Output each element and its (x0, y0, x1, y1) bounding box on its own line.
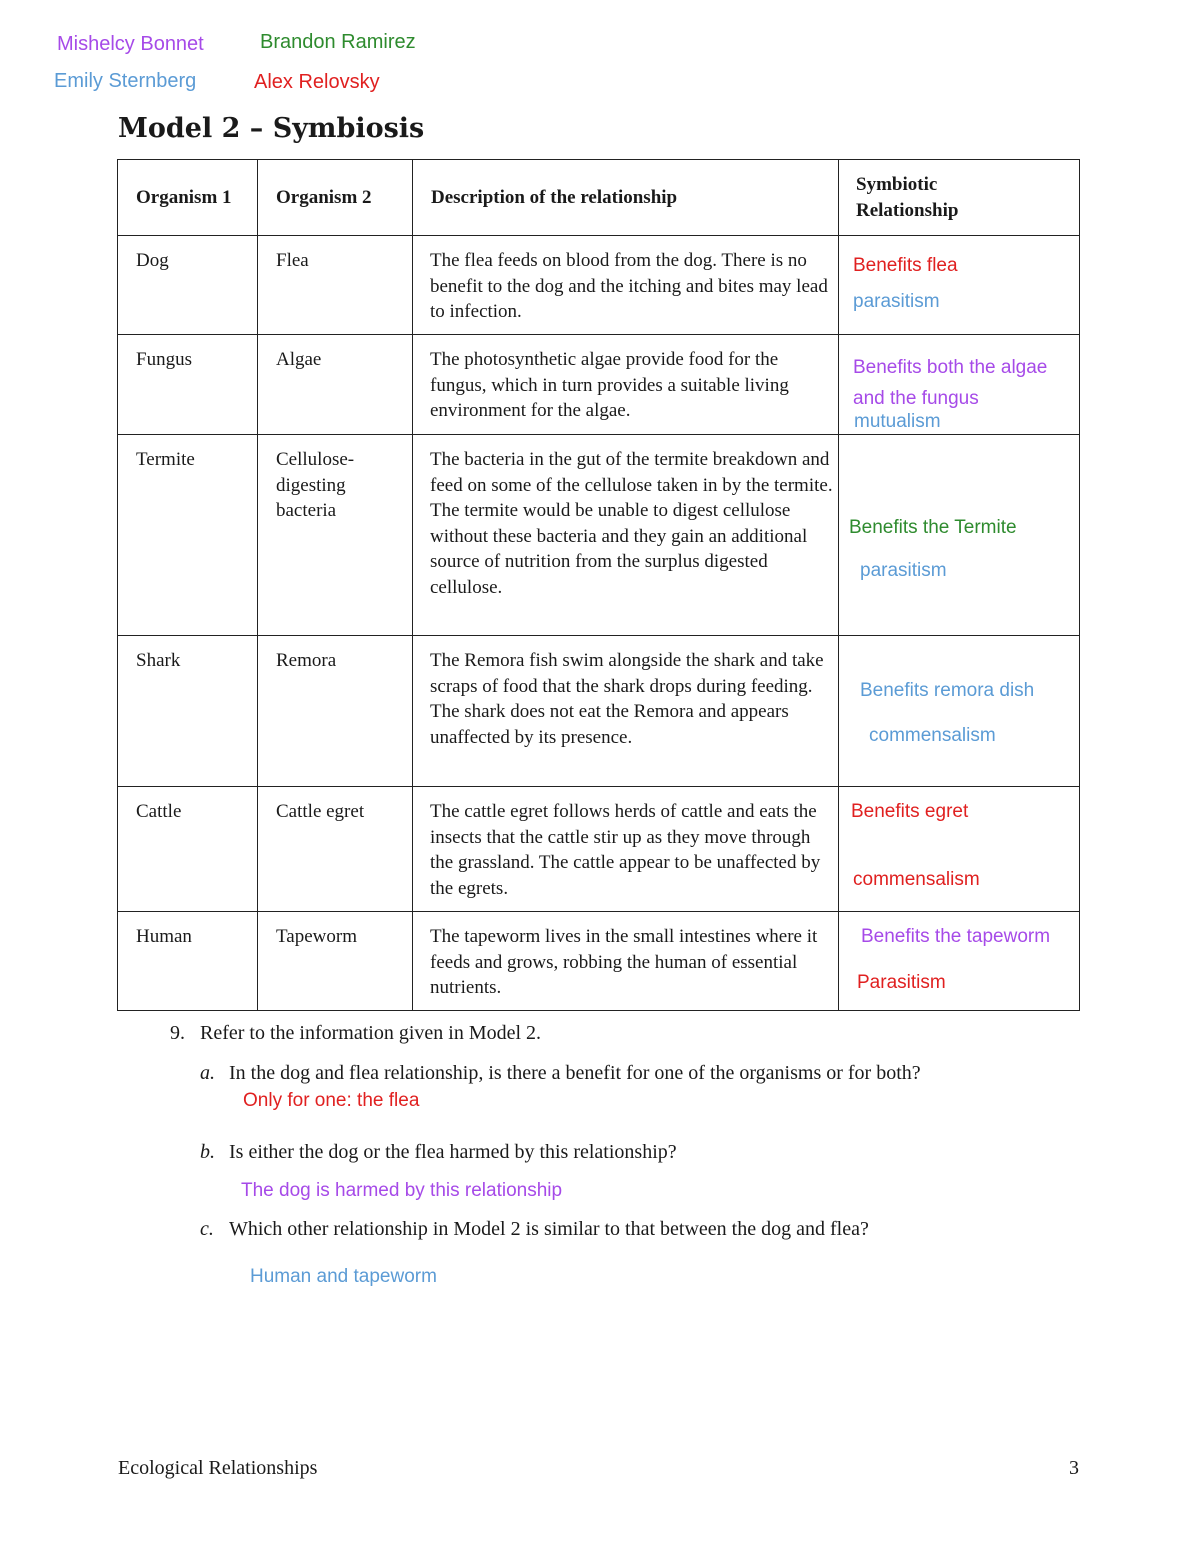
row-organism-2: Algae (276, 349, 322, 370)
answer-relationship-type: Parasitism (857, 972, 946, 993)
answer-benefit-line-2: and the fungus (853, 388, 979, 409)
row-description: The Remora fish swim alongside the shark and take scraps of food that the shark drops during feeding. The shark does not eat the Remora and appears unaffected by its presence. (430, 650, 824, 748)
answer-relationship-type: parasitism (860, 560, 947, 581)
answer-benefit: Benefits the Termite (849, 517, 1017, 538)
row-organism-1: Human (136, 926, 192, 947)
row-organism-2: Cattle egret (276, 801, 365, 822)
table-row (118, 636, 1080, 787)
table-row (118, 335, 1080, 435)
row-organism-1: Termite (136, 449, 195, 470)
question-a-text: In the dog and flea relationship, is there a benefit for one of the organisms or for both? (229, 1062, 921, 1084)
footer-title: Ecological Relationships (118, 1457, 318, 1479)
table-row (118, 435, 1080, 636)
page-title: Model 2 – Symbiosis (118, 113, 425, 144)
table-row (118, 912, 1080, 1011)
answer-benefit: Benefits flea (853, 255, 958, 276)
symbiosis-table (117, 159, 1080, 1011)
question-c-answer: Human and tapeworm (250, 1266, 437, 1287)
row-organism-1: Cattle (136, 801, 182, 822)
header-symbiotic-relationship: Symbiotic Relationship (839, 160, 1080, 236)
author-emily-sternberg: Emily Sternberg (54, 70, 197, 92)
author-alex-relovsky: Alex Relovsky (254, 71, 380, 93)
author-brandon-ramirez: Brandon Ramirez (260, 31, 416, 53)
row-description: The flea feeds on blood from the dog. There is no benefit to the dog and the itching and bites may lead to infection. (430, 250, 828, 322)
row-description: The tapeworm lives in the small intestines where it feeds and grows, robbing the human of essential nutrients. (430, 926, 818, 998)
answer-relationship-type: parasitism (853, 291, 940, 312)
question-c-label: c. (200, 1218, 214, 1240)
header-organism-2: Organism 2 (258, 160, 413, 236)
answer-benefit-line-1: Benefits both the algae (853, 357, 1048, 378)
page-number: 3 (1069, 1457, 1079, 1479)
row-description: The bacteria in the gut of the termite breakdown and feed on some of the cellulose taken in by the termite. The termite would be unable to digest cellulose without these bacteria and they gain an additional source of nutrition from the surplus digested cellulose. (430, 449, 833, 598)
header-organism-1: Organism 1 (118, 160, 258, 236)
author-mishelcy-bonnet: Mishelcy Bonnet (57, 33, 204, 55)
row-description: The photosynthetic algae provide food for the fungus, which in turn provides a suitable living environment for the algae. (430, 349, 789, 421)
row-organism-2: Flea (276, 250, 309, 271)
question-a-label: a. (200, 1062, 215, 1084)
answer-benefit: Benefits the tapeworm (861, 926, 1051, 947)
answer-relationship-type: commensalism (853, 869, 980, 890)
table-row (118, 236, 1080, 335)
row-organism-2: Remora (276, 650, 337, 671)
answer-benefit: Benefits egret (851, 801, 969, 822)
answer-benefit: Benefits remora dish (860, 680, 1035, 701)
question-c-text: Which other relationship in Model 2 is similar to that between the dog and flea? (229, 1218, 869, 1240)
row-organism-2: Cellulose-digesting bacteria (276, 449, 355, 521)
answer-relationship-type: commensalism (869, 725, 996, 746)
question-b-answer: The dog is harmed by this relationship (241, 1180, 563, 1201)
question-b-text: Is either the dog or the flea harmed by this relationship? (229, 1141, 677, 1163)
row-organism-2: Tapeworm (276, 926, 357, 947)
answer-relationship-type: mutualism (854, 411, 941, 432)
question-b-label: b. (200, 1141, 215, 1163)
row-description: The cattle egret follows herds of cattle and eats the insects that the cattle stir up as they move through the grassland. The cattle appear to be unaffected by the egrets. (430, 801, 821, 899)
question-a-answer: Only for one: the flea (243, 1090, 420, 1111)
table-row (118, 787, 1080, 912)
question-9-text: Refer to the information given in Model 2. (200, 1022, 542, 1044)
row-organism-1: Fungus (136, 349, 192, 370)
table-header-row (118, 160, 1080, 236)
header-description: Description of the relationship (413, 160, 839, 236)
question-9-number: 9. (170, 1022, 185, 1044)
row-organism-1: Shark (136, 650, 181, 671)
row-organism-1: Dog (136, 250, 169, 271)
